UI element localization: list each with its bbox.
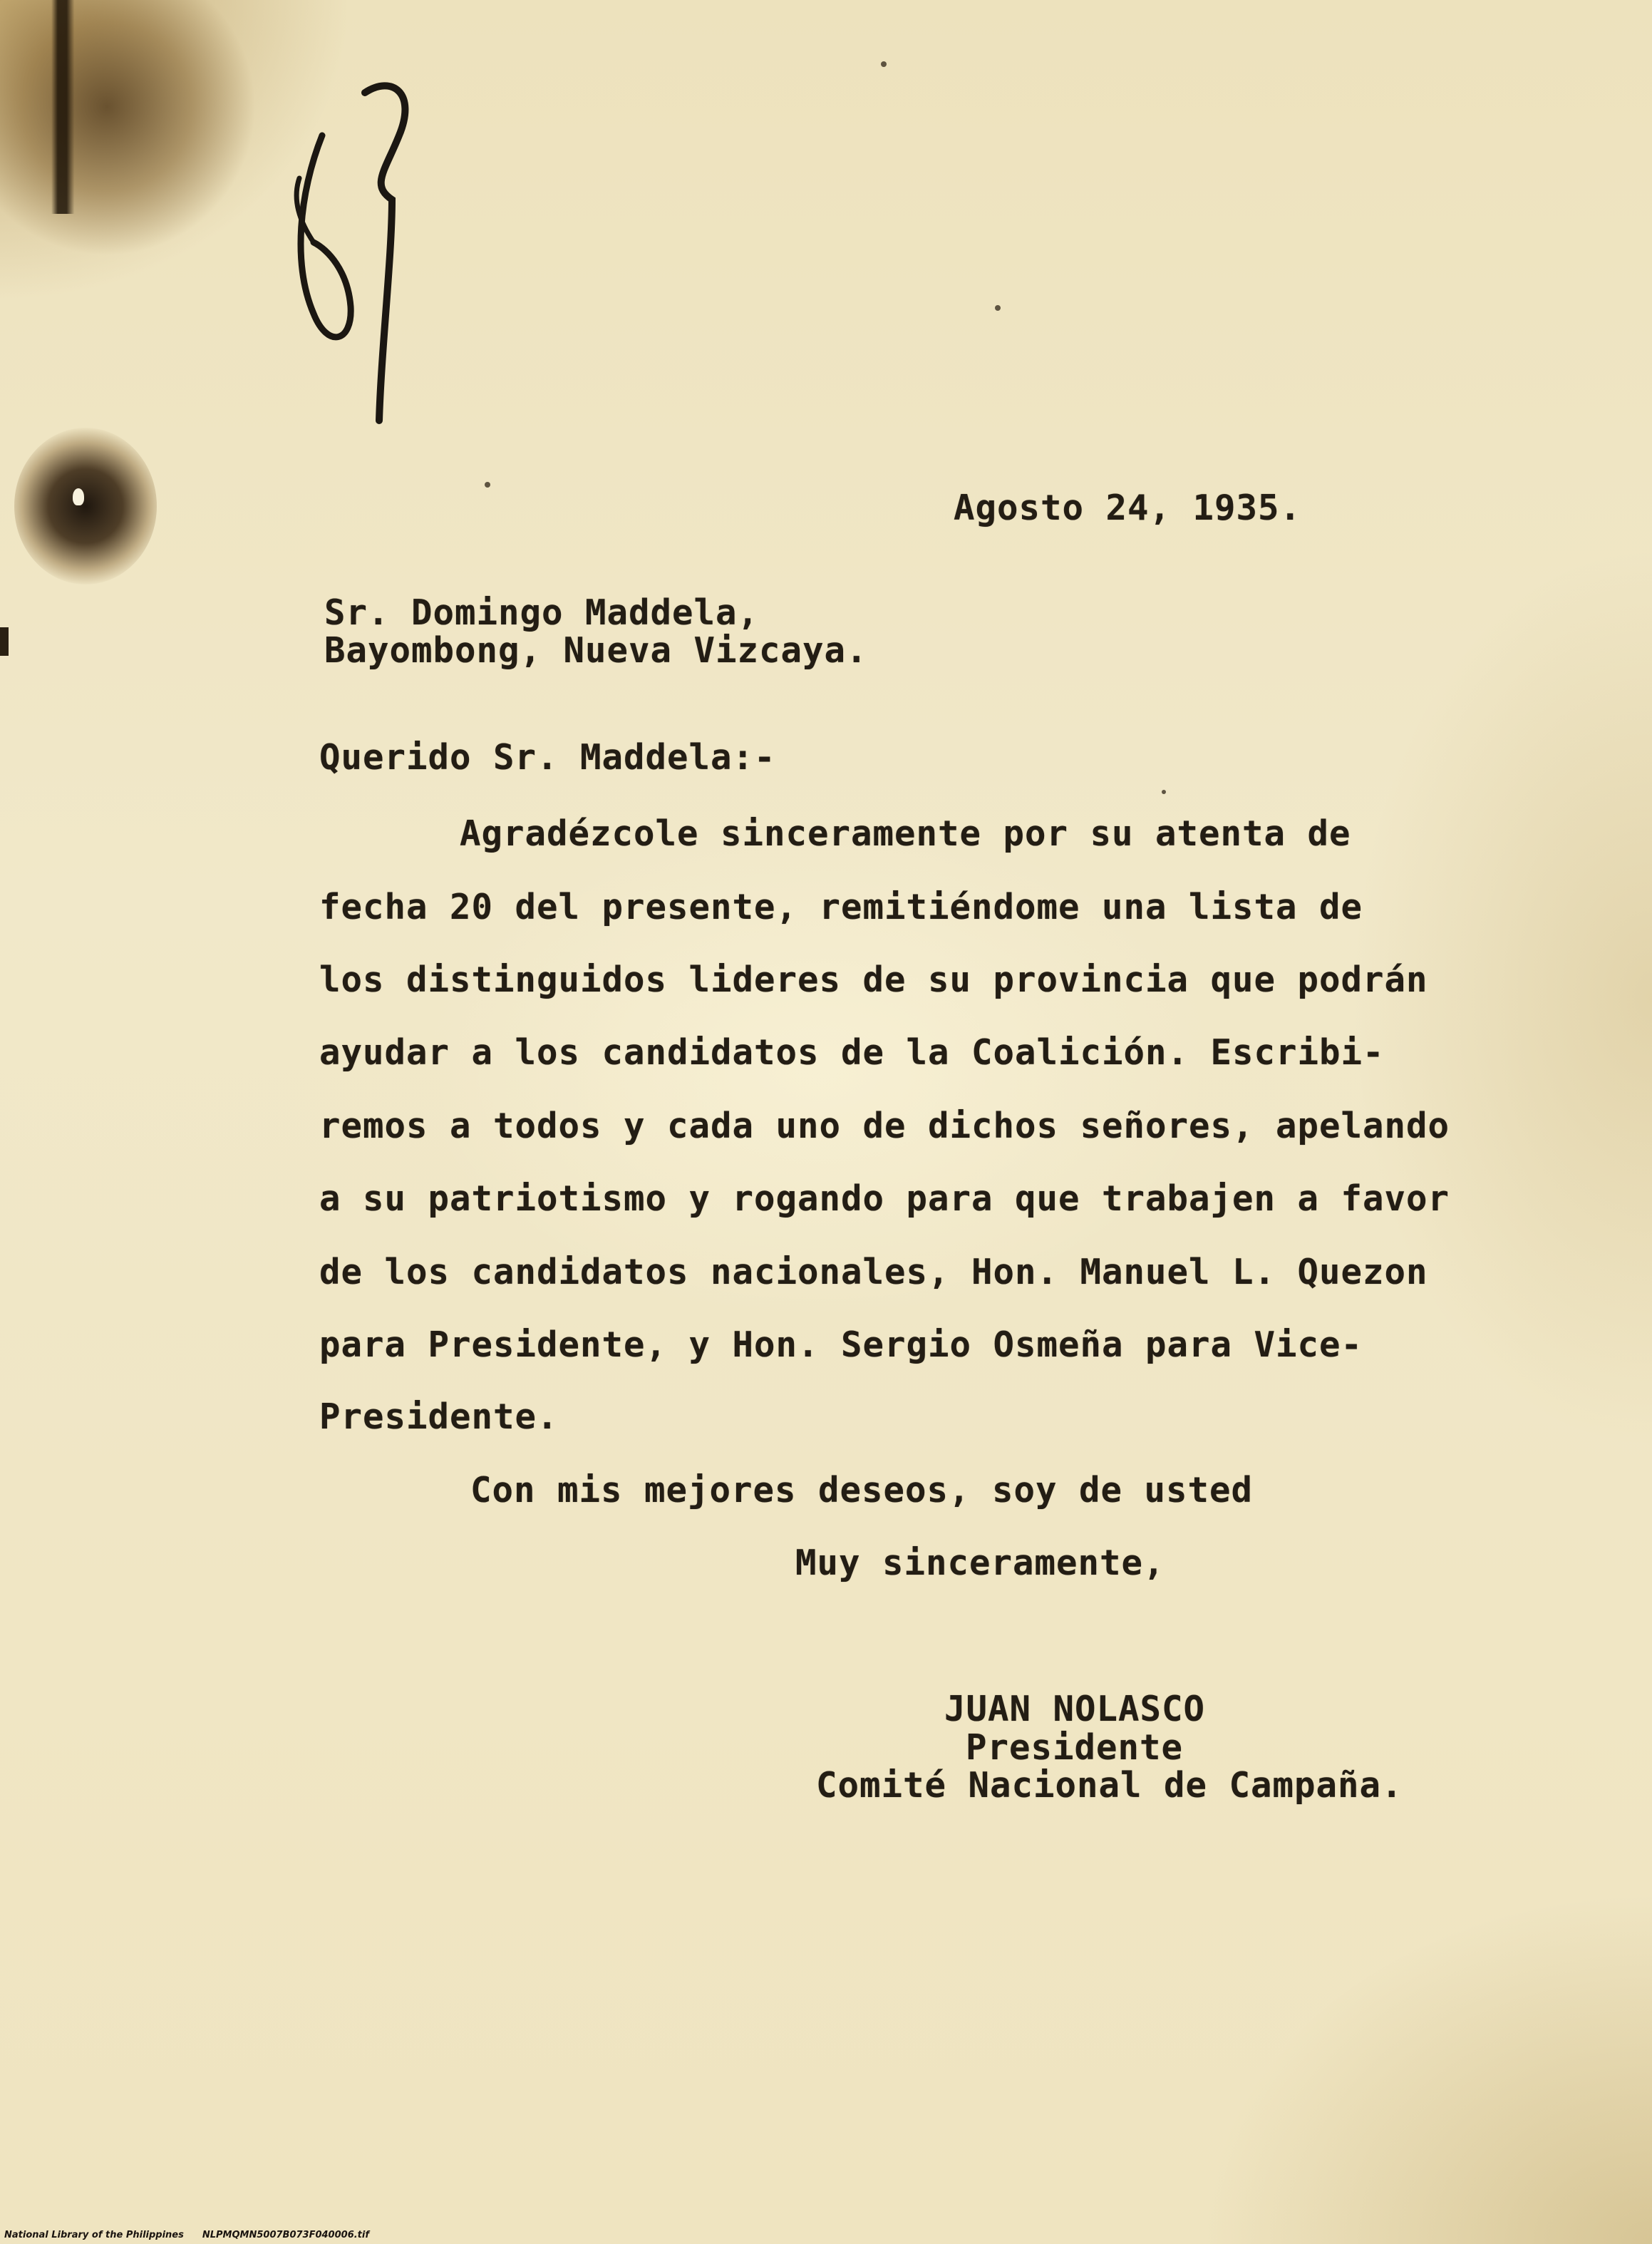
- body-line: ayudar a los candidatos de la Coalición. Escribi-: [319, 1032, 1385, 1073]
- signatory-name: JUAN NOLASCO: [944, 1689, 1206, 1729]
- scan-footer: [4, 2230, 369, 2240]
- body-line: los distinguidos lideres de su provincia que podrán: [319, 959, 1428, 1000]
- body-line: fecha 20 del presente, remitiéndome una lista de: [319, 887, 1363, 927]
- body-line: remos a todos y cada uno de dichos señores, apelando: [319, 1106, 1450, 1146]
- closing-line: Con mis mejores deseos, soy de usted: [470, 1470, 1254, 1510]
- paper-speck: [1162, 790, 1166, 794]
- burn-hole-stain: [14, 428, 157, 585]
- signatory-organization: Comité Nacional de Campaña.: [816, 1765, 1403, 1806]
- letter-date: Agosto 24, 1935.: [954, 488, 1302, 528]
- recipient-name: Sr. Domingo Maddela,: [324, 592, 760, 633]
- handwritten-annotation: [285, 78, 442, 435]
- footer-filename: NLPMQMN5007B073F040006.tif: [202, 2230, 369, 2240]
- torn-edge-stain: [0, 0, 128, 214]
- body-line: para Presidente, y Hon. Sergio Osmeña para Vice-: [319, 1324, 1363, 1365]
- edge-mark: [0, 627, 9, 656]
- body-line: a su patriotismo y rogando para que trabajen a favor: [319, 1178, 1450, 1219]
- signatory-title: Presidente: [966, 1727, 1184, 1768]
- salutation: Querido Sr. Maddela:-: [319, 737, 776, 778]
- body-line: Agradézcole sinceramente por su atenta de: [460, 813, 1351, 854]
- body-line: de los candidatos nacionales, Hon. Manuel L. Quezon: [319, 1252, 1428, 1292]
- paper-speck: [995, 305, 1001, 311]
- handwritten-number-87: [285, 78, 442, 435]
- paper-speck: [485, 482, 490, 488]
- body-line: Presidente.: [319, 1396, 559, 1437]
- paper-speck: [881, 61, 887, 67]
- recipient-location: Bayombong, Nueva Vizcaya.: [324, 630, 868, 671]
- valediction: Muy sinceramente,: [795, 1543, 1165, 1583]
- burn-hole: [73, 488, 84, 505]
- footer-institution: National Library of the Philippines: [4, 2230, 184, 2240]
